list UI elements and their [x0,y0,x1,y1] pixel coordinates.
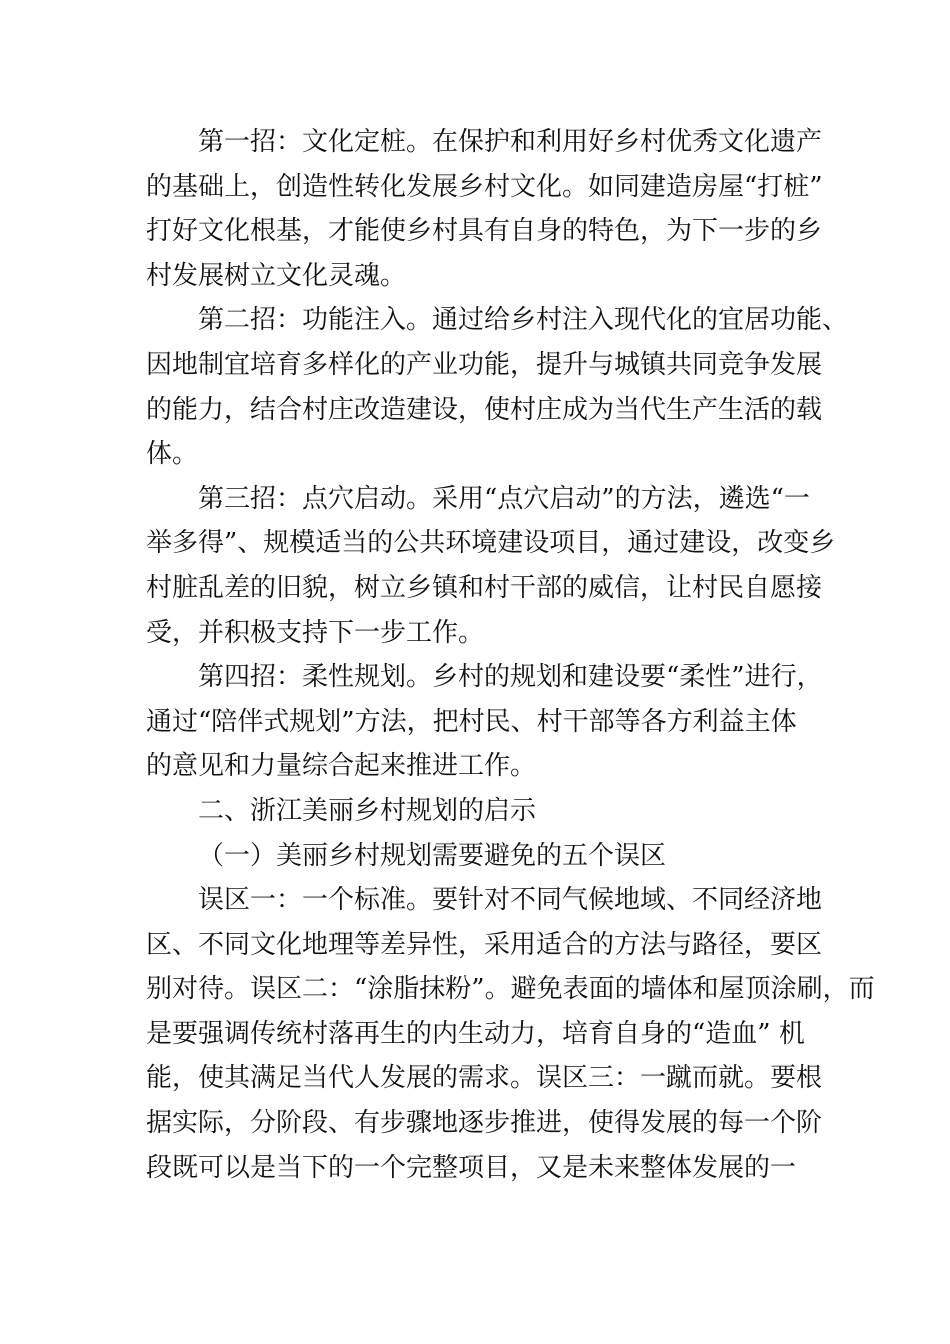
text-line: 第一招：文化定桩。在保护和利用好乡村优秀文化遗产 [198,127,823,157]
text-line: 段既可以是当下的一个完整项目，又是未来整体发展的一 [146,1152,797,1183]
text-line: 举多得”、规模适当的公共环境建设项目，通过建设，改变乡 [146,528,836,559]
text-line: 第三招：点穴启动。采用“点穴启动”的方法，遴选“一 [198,483,810,514]
text-line: 的意见和力量综合起来推进工作。 [146,751,537,782]
text-line: 村脏乱差的旧貌，树立乡镇和村干部的威信，让村民自愿接 [146,572,823,603]
text-line: 受，并积极支持下一步工作。 [146,617,485,648]
section-heading: 二、浙江美丽乡村规划的启示 [198,795,537,826]
text-line: 误区一：一个标准。要针对不同气候地域、不同经济地 [198,885,823,916]
text-line: 能，使其满足当代人发展的需求。误区三：一蹴而就。要根 [146,1063,823,1094]
text-line: 的能力，结合村庄改造建设，使村庄成为当代生产生活的载 [146,394,823,425]
text-line: 第四招：柔性规划。乡村的规划和建设要“柔性”进行， [198,662,823,693]
text-line: 区、不同文化地理等差异性，采用适合的方法与路径，要区 [146,929,823,960]
text-line: 的基础上，创造性转化发展乡村文化。如同建造房屋“打桩” [146,171,823,202]
text-line: 打好文化根基，才能使乡村具有自身的特色，为下一步的乡 [146,216,823,247]
text-line: 通过“陪伴式规划”方法，把村民、村干部等各方利益主体 [146,706,797,737]
text-line: 第二招：功能注入。通过给乡村注入现代化的宜居功能、 [198,305,849,336]
text-line: 是要强调传统村落再生的内生动力，培育自身的“造血” 机 [146,1018,805,1049]
subsection-heading: （一）美丽乡村规划需要避免的五个误区 [198,840,667,871]
text-line: 据实际，分阶段、有步骤地逐步推进，使得发展的每一个阶 [146,1108,823,1139]
text-line: 体。 [146,439,199,470]
text-line: 村发展树立文化灵魂。 [146,260,407,291]
document-body [146,120,875,1190]
text-line: 因地制宜培育多样化的产业功能，提升与城镇共同竞争发展 [146,349,823,380]
text-line: 别对待。误区二：“涂脂抹粉”。避免表面的墙体和屋顶涂刷，而 [146,974,875,1005]
